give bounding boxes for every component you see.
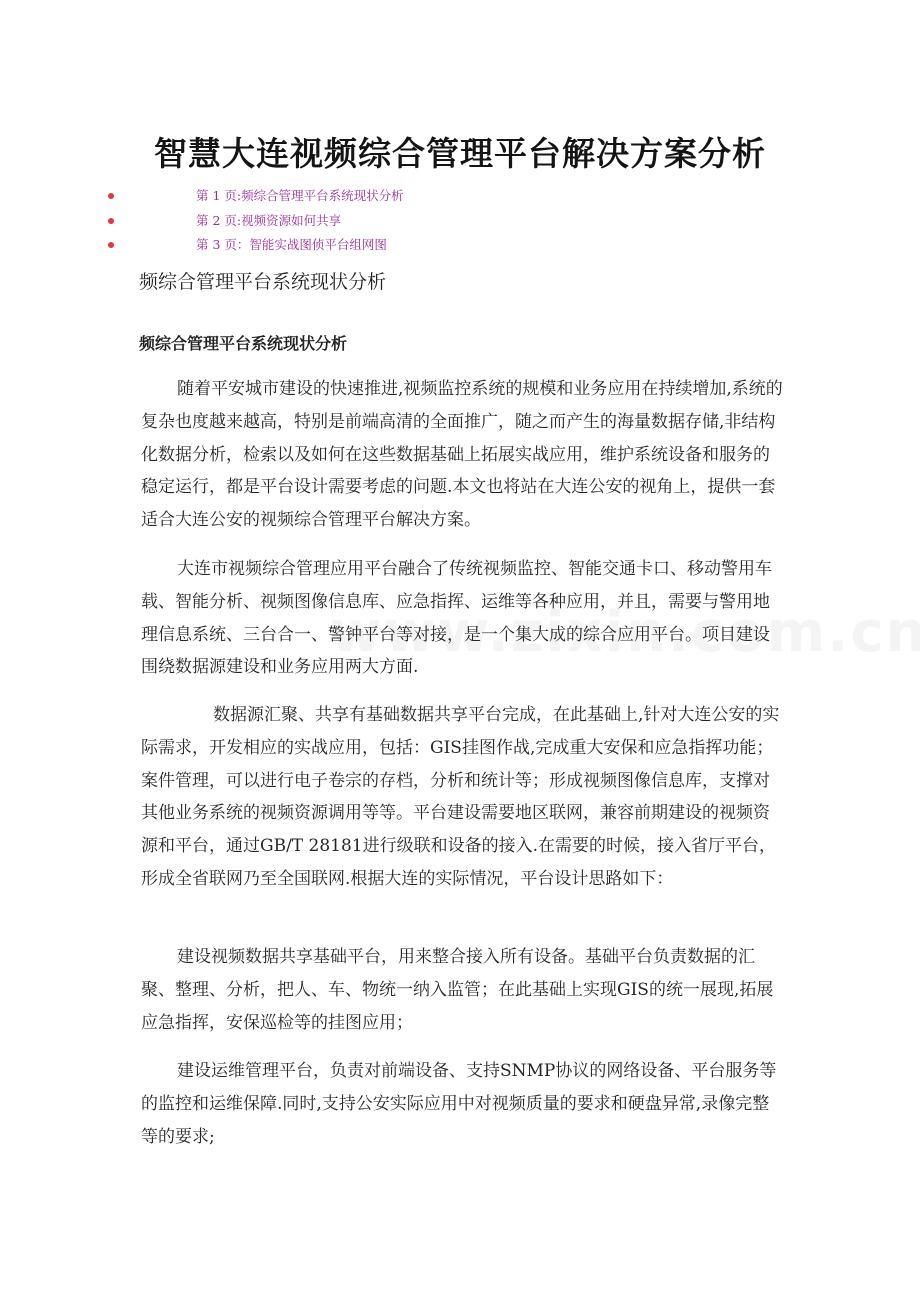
paragraph-5: 建设运维管理平台，负责对前端设备、支持SNMP协议的网络设备、平台服务等的监控和运维保障.同时,支持公安实际应用中对视频质量的要求和硬盘异常,录像完整等的要求;: [141, 1061, 777, 1147]
bullet-icon: [108, 242, 114, 248]
bullet-icon: [108, 218, 114, 224]
subsection-heading: 频综合管理平台系统现状分析: [139, 334, 348, 353]
paragraph-1: 随着平安城市建设的快速推进,视频监控系统的规模和业务应用在持续增加,系统的复杂也度越来越高，特别是前端高清的全面推广，随之而产生的海量数据存储,非结构化数据分析，检索以及如何在这些数据基础上拓展实战应用，维护系统设备和服务的稳定运行，都是平台设计需要考虑的问题.本文也将站在大连公安的视角上，提供一套适合大连公安的视频综合管理平台解决方案。: [141, 379, 783, 531]
bullet-icon: [108, 193, 114, 199]
section-heading: 频综合管理平台系统现状分析: [139, 271, 387, 293]
toc-link-page-2[interactable]: 第 2 页:视频资源如何共享: [196, 212, 342, 228]
paragraph-2: 大连市视频综合管理应用平台融合了传统视频监控、智能交通卡口、移动警用车载、智能分析、视频图像信息库、应急指挥、运维等各种应用，并且，需要与警用地理信息系统、三台合一、警钟平台等对接，是一个集大成的综合应用平台。项目建设围绕数据源建设和业务应用两大方面.: [141, 559, 772, 678]
toc-link-page-3[interactable]: 第 3 页：智能实战图侦平台组网图: [196, 237, 387, 252]
paragraph-3: 数据源汇聚、共享有基础数据共享平台完成，在此基础上,针对大连公安的实际需求，开发相应的实战应用，包括：GIS挂图作战,完成重大安保和应急指挥功能；案件管理，可以进行电子卷宗的存档，分析和统计等；形成视频图像信息库，支撑对其他业务系统的视频资源调用等等。平台建设需要地区联网，兼容前期建设的视频资源和平台，通过GB/T 28181进行级联和设备的接入.在需要的时候，接入省厅平台，形成全省联网乃至全国联网.根据大连的实际情况，平台设计思路如下：: [141, 705, 780, 889]
paragraph-4: 建设视频数据共享基础平台，用来整合接入所有设备。基础平台负责数据的汇聚、整理、分析，把人、车、物统一纳入监管；在此基础上实现GIS的统一展现,拓展应急指挥，安保巡检等的挂图应用；: [141, 947, 774, 1033]
document-title: 智慧大连视频综合管理平台解决方案分析: [154, 134, 766, 173]
toc-link-page-1[interactable]: 第 1 页:频综合管理平台系统现状分析: [196, 188, 404, 203]
watermark: [330, 600, 920, 665]
